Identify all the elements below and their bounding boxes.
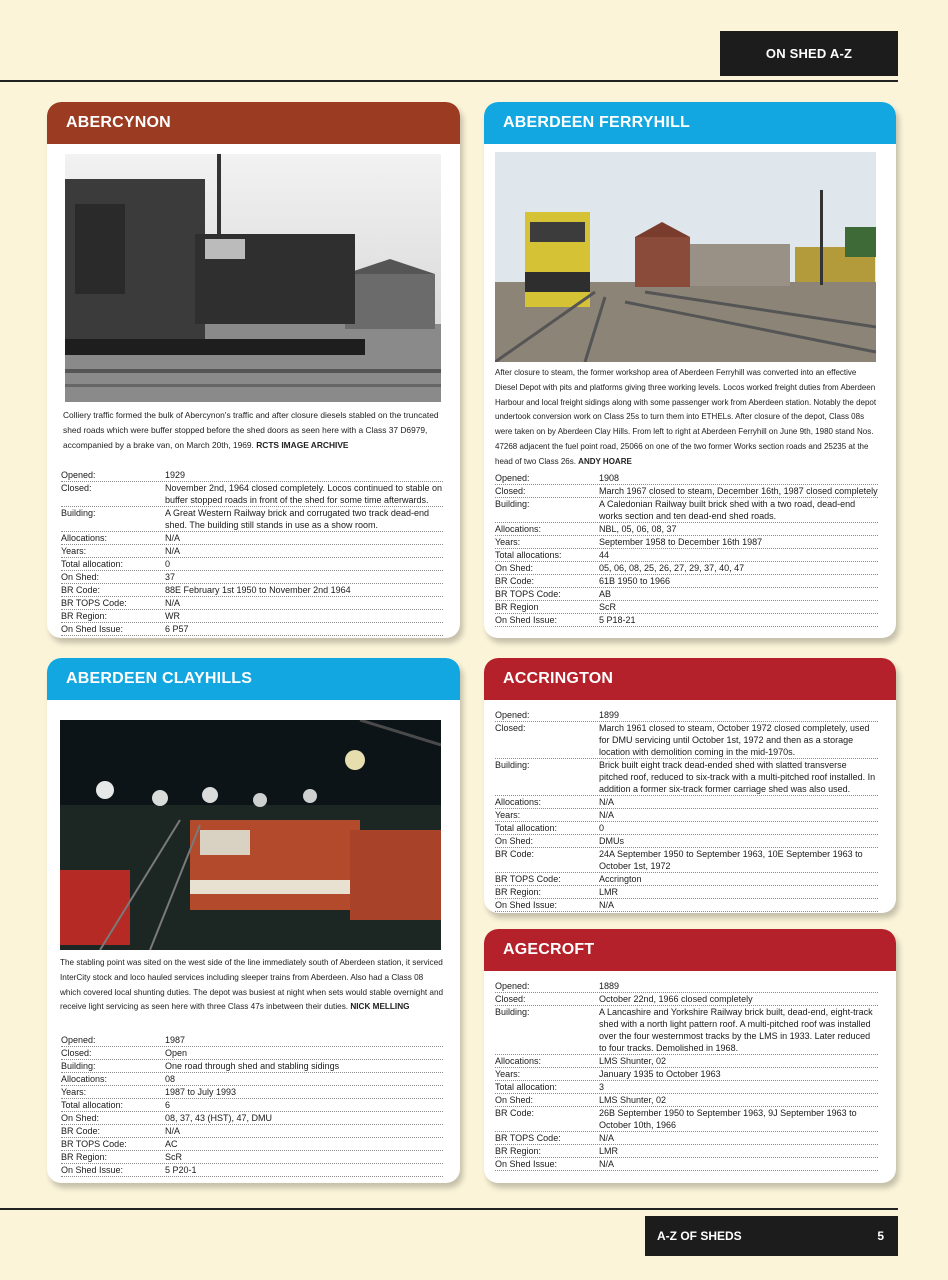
- detail-label: Years:: [61, 1087, 87, 1097]
- detail-value: LMS Shunter, 02: [599, 1095, 667, 1105]
- detail-label: Closed:: [495, 994, 526, 1004]
- detail-label: Total allocation:: [61, 559, 124, 569]
- detail-row: [495, 980, 878, 993]
- card-title: AGECROFT: [503, 941, 595, 958]
- photo-credit: NICK MELLING: [350, 1002, 410, 1012]
- caption-text: After closure to steam, the former workshop area of Aberdeen Ferryhill was converted into an effective Diesel Depot with pits and platforms giving three working levels. Locos worked freight duties from Aberdeen Harbour and local freight sidings along with some passenger work from Aberdeen station. Notably the depot undertook conversion work on Class 25s to turn them into ETHELs. After closure of the depot, Class 08s were taken on by Aberdeen Clay Hills. From left to right at Aberdeen Ferryhill on June 9th, 1980 stand Nos. 47268 adjacent the fuel point road, 25066 on one of the two former Works section roads and 25235 at the head of two Class 26s.: [495, 368, 877, 466]
- detail-row: [61, 482, 443, 507]
- detail-row: [495, 1132, 878, 1145]
- detail-value: September 1958 to December 16th 1987: [599, 537, 763, 547]
- detail-label: Years:: [495, 537, 521, 547]
- detail-value: March 1967 closed to steam, December 16th, 1987 closed completely: [599, 486, 878, 496]
- photo-caption: [60, 956, 444, 1015]
- detail-value: ScR: [599, 602, 617, 612]
- detail-value: One road through shed and stabling sidings: [165, 1061, 340, 1071]
- detail-label: Total allocation:: [61, 1100, 124, 1110]
- detail-value: 5 P18-21: [599, 615, 636, 625]
- detail-row: [495, 873, 878, 886]
- card-title: ABERCYNON: [66, 114, 171, 131]
- detail-value: 08: [165, 1074, 176, 1084]
- card-agecroft: [484, 929, 896, 1183]
- detail-value: 24A September 1950 to September 1963, 10E September 1963 to October 1st, 1972: [599, 849, 863, 871]
- detail-label: BR TOPS Code:: [61, 598, 127, 608]
- detail-label: Opened:: [61, 1035, 96, 1045]
- card-accrington: [484, 658, 896, 913]
- detail-label: Building:: [495, 1007, 530, 1017]
- detail-value: N/A: [599, 1159, 615, 1169]
- detail-value: 1929: [165, 470, 186, 480]
- detail-label: Allocations:: [495, 1056, 542, 1066]
- detail-row: [61, 597, 443, 610]
- photo-credit: RCTS IMAGE ARCHIVE: [256, 439, 349, 450]
- detail-value: A Caledonian Railway built brick shed with a two road, dead-end works section and ten dead-end shed roads.: [599, 499, 856, 521]
- detail-label: Total allocation:: [495, 823, 558, 833]
- detail-row: [495, 722, 878, 759]
- detail-row: [495, 472, 878, 485]
- details-table: [61, 1034, 443, 1177]
- detail-value: October 22nd, 1966 closed completely: [599, 994, 753, 1004]
- detail-row: [61, 1060, 443, 1073]
- detail-row: [495, 588, 878, 601]
- detail-row: [61, 532, 443, 545]
- detail-value: Brick built eight track dead-ended shed with slatted transverse pitched roof, reduced to six-track with a multi-pitched roof installed. In addition a former six-track former carriage shed was also used.: [599, 760, 876, 794]
- detail-value: N/A: [599, 797, 615, 807]
- card-title: ABERDEEN FERRYHILL: [503, 114, 691, 131]
- detail-row: [61, 1086, 443, 1099]
- detail-row: [495, 1158, 878, 1171]
- detail-row: [495, 899, 878, 912]
- detail-label: Closed:: [495, 486, 526, 496]
- detail-label: On Shed Issue:: [61, 1165, 124, 1175]
- page-number: 5: [877, 1229, 884, 1243]
- detail-value: AC: [165, 1139, 178, 1149]
- detail-row: [61, 507, 443, 532]
- detail-label: BR TOPS Code:: [495, 1133, 561, 1143]
- detail-value: 44: [599, 550, 610, 560]
- detail-value: LMS Shunter, 02: [599, 1056, 667, 1066]
- detail-label: Opened:: [495, 473, 530, 483]
- detail-row: [495, 575, 878, 588]
- detail-label: On Shed Issue:: [495, 615, 558, 625]
- detail-row: [61, 1047, 443, 1060]
- detail-label: On Shed Issue:: [61, 624, 124, 634]
- detail-value: 05, 06, 08, 25, 26, 27, 29, 37, 40, 47: [599, 563, 745, 573]
- detail-value: N/A: [599, 810, 615, 820]
- detail-label: Opened:: [495, 710, 530, 720]
- detail-label: BR Region:: [61, 611, 108, 621]
- details-table: [495, 709, 878, 912]
- detail-value: 1987: [165, 1035, 186, 1045]
- detail-label: BR TOPS Code:: [495, 589, 561, 599]
- detail-row: [495, 562, 878, 575]
- detail-row: [61, 1138, 443, 1151]
- detail-value: ScR: [165, 1152, 183, 1162]
- card-header: [47, 102, 460, 144]
- detail-row: [495, 485, 878, 498]
- detail-value: 0: [165, 559, 171, 569]
- photo-caption: [63, 408, 445, 452]
- section-title: ON SHED A-Z: [765, 46, 853, 61]
- card-header: [484, 929, 896, 971]
- detail-label: On Shed:: [495, 836, 534, 846]
- detail-label: Opened:: [495, 981, 530, 991]
- detail-row: [495, 759, 878, 796]
- detail-value: N/A: [165, 598, 181, 608]
- detail-row: [61, 1112, 443, 1125]
- detail-row: [61, 1125, 443, 1138]
- detail-label: BR Code:: [61, 585, 101, 595]
- detail-label: BR Region:: [61, 1152, 108, 1162]
- detail-value: A Great Western Railway brick and corrugated two track dead-end shed. The building still stands in use as a show room.: [165, 508, 429, 530]
- detail-label: Closed:: [61, 483, 92, 493]
- detail-row: [495, 796, 878, 809]
- detail-value: 6 P57: [165, 624, 189, 634]
- detail-label: Building:: [495, 499, 530, 509]
- card-abercynon: [47, 102, 460, 638]
- detail-value: Open: [165, 1048, 188, 1058]
- detail-value: 61B 1950 to 1966: [599, 576, 671, 586]
- detail-value: 6: [165, 1100, 171, 1110]
- detail-value: N/A: [165, 546, 181, 556]
- detail-row: [61, 1073, 443, 1086]
- photo-caption: [495, 366, 880, 470]
- detail-value: 1899: [599, 710, 620, 720]
- detail-row: [495, 601, 878, 614]
- detail-label: BR Code:: [495, 576, 535, 586]
- top-rule: [0, 80, 898, 82]
- detail-value: 5 P20-1: [165, 1165, 197, 1175]
- section-tab: [720, 31, 898, 76]
- detail-label: Opened:: [61, 470, 96, 480]
- detail-row: [495, 614, 878, 627]
- detail-label: Total allocation:: [495, 1082, 558, 1092]
- card-header: [47, 658, 460, 700]
- detail-value: A Lancashire and Yorkshire Railway brick built, dead-end, eight-track shed with a north light pattern roof. A multi-pitched roof was installed over the four westernmost tracks by the LMS in 1933. Later reduced to four tracks. Demolished in 1968.: [599, 1007, 873, 1053]
- footer-tab: [645, 1216, 898, 1256]
- detail-label: On Shed:: [495, 1095, 534, 1105]
- detail-row: [61, 1099, 443, 1112]
- detail-label: BR Code:: [495, 1108, 535, 1118]
- detail-label: On Shed:: [61, 1113, 100, 1123]
- detail-label: BR Region:: [495, 1146, 542, 1156]
- detail-value: N/A: [165, 533, 181, 543]
- detail-value: N/A: [165, 1126, 181, 1136]
- detail-value: DMUs: [599, 836, 624, 846]
- detail-value: March 1961 closed to steam, October 1972 closed completely, used for DMU servicing until October 1st, 1972 and then as a storage location with demolition coming in the mid-1970s.: [599, 723, 870, 757]
- detail-row: [61, 1151, 443, 1164]
- detail-value: N/A: [599, 900, 615, 910]
- detail-row: [61, 610, 443, 623]
- detail-row: [495, 1107, 878, 1132]
- detail-row: [495, 549, 878, 562]
- detail-label: Building:: [495, 760, 530, 770]
- detail-label: BR Region:: [495, 887, 542, 897]
- detail-row: [495, 993, 878, 1006]
- detail-row: [61, 1034, 443, 1047]
- detail-value: 08, 37, 43 (HST), 47, DMU: [165, 1113, 273, 1123]
- detail-label: Years:: [495, 1069, 521, 1079]
- detail-row: [495, 1081, 878, 1094]
- detail-value: 1987 to July 1993: [165, 1087, 237, 1097]
- caption-text: The stabling point was sited on the west side of the line immediately south of Aberdeen station, it serviced InterCity stock and loco hauled services including sleeper trains from Aberdeen. Also had a Class 08 which covered local shunting duties. The depot was busiest at night when sets would stable overnight and receive light servicing as seen here with three Class 47s inbetween their duties.: [60, 958, 444, 1012]
- detail-label: BR TOPS Code:: [61, 1139, 127, 1149]
- card-aberdeen-clayhills: [47, 658, 460, 1183]
- detail-label: Allocations:: [495, 524, 542, 534]
- detail-row: [495, 523, 878, 536]
- detail-label: Total allocations:: [495, 550, 562, 560]
- photo-credit: ANDY HOARE: [578, 456, 632, 466]
- detail-label: On Shed:: [495, 563, 534, 573]
- footer-title: A-Z OF SHEDS: [657, 1229, 742, 1243]
- detail-label: BR Code:: [61, 1126, 101, 1136]
- card-aberdeen-ferryhill: [484, 102, 896, 638]
- detail-row: [495, 1094, 878, 1107]
- detail-label: On Shed:: [61, 572, 100, 582]
- detail-label: Allocations:: [61, 1074, 108, 1084]
- detail-row: [495, 1068, 878, 1081]
- detail-label: Years:: [61, 546, 87, 556]
- detail-value: WR: [165, 611, 180, 621]
- detail-row: [495, 822, 878, 835]
- detail-value: November 2nd, 1964 closed completely. Locos continued to stable on buffer stopped roads in front of the shed for some time afterwards.: [165, 483, 443, 505]
- detail-value: LMR: [599, 1146, 619, 1156]
- details-table: [495, 980, 878, 1171]
- card-title: ACCRINGTON: [503, 670, 614, 687]
- detail-value: LMR: [599, 887, 619, 897]
- detail-row: [61, 558, 443, 571]
- detail-label: Closed:: [495, 723, 526, 733]
- details-table: [61, 469, 443, 636]
- detail-label: BR Code:: [495, 849, 535, 859]
- detail-label: Allocations:: [61, 533, 108, 543]
- detail-value: 88E February 1st 1950 to November 2nd 1964: [165, 585, 351, 595]
- detail-row: [495, 809, 878, 822]
- detail-row: [61, 545, 443, 558]
- detail-value: 3: [599, 1082, 605, 1092]
- detail-label: Closed:: [61, 1048, 92, 1058]
- detail-row: [495, 709, 878, 722]
- detail-row: [495, 848, 878, 873]
- detail-label: BR Region: [495, 602, 539, 612]
- photo-aberdeen-ferryhill: [495, 152, 876, 362]
- detail-label: On Shed Issue:: [495, 1159, 558, 1169]
- detail-value: N/A: [599, 1133, 615, 1143]
- detail-value: 1889: [599, 981, 620, 991]
- detail-value: Accrington: [599, 874, 642, 884]
- details-table: [495, 472, 878, 627]
- detail-row: [61, 623, 443, 636]
- detail-row: [495, 1006, 878, 1055]
- bottom-rule: [0, 1208, 898, 1210]
- detail-value: 0: [599, 823, 605, 833]
- detail-label: Allocations:: [495, 797, 542, 807]
- detail-value: 37: [165, 572, 176, 582]
- detail-row: [495, 498, 878, 523]
- detail-row: [61, 1164, 443, 1177]
- detail-label: Building:: [61, 508, 96, 518]
- detail-value: 26B September 1950 to September 1963, 9J September 1963 to October 10th, 1966: [599, 1108, 857, 1130]
- detail-label: On Shed Issue:: [495, 900, 558, 910]
- detail-value: AB: [599, 589, 612, 599]
- detail-value: 1908: [599, 473, 620, 483]
- detail-value: January 1935 to October 1963: [599, 1069, 721, 1079]
- detail-row: [495, 886, 878, 899]
- detail-value: NBL, 05, 06, 08, 37: [599, 524, 677, 534]
- detail-row: [61, 571, 443, 584]
- detail-label: BR TOPS Code:: [495, 874, 561, 884]
- card-header: [484, 658, 896, 700]
- detail-row: [495, 835, 878, 848]
- detail-label: Building:: [61, 1061, 96, 1071]
- detail-label: Years:: [495, 810, 521, 820]
- card-header: [484, 102, 896, 144]
- caption-text: Colliery traffic formed the bulk of Abercynon's traffic and after closure diesels stabled on the truncated shed roads which were buffer stopped before the shed doors as seen here with a Class 37 D6979, accompanied by a brake van, on March 20th, 1969.: [63, 410, 439, 450]
- detail-row: [61, 584, 443, 597]
- photo-abercynon: [65, 154, 441, 402]
- card-title: ABERDEEN CLAYHILLS: [66, 670, 253, 687]
- detail-row: [495, 536, 878, 549]
- detail-row: [495, 1055, 878, 1068]
- photo-aberdeen-clayhills: [60, 720, 441, 950]
- detail-row: [495, 1145, 878, 1158]
- detail-row: [61, 469, 443, 482]
